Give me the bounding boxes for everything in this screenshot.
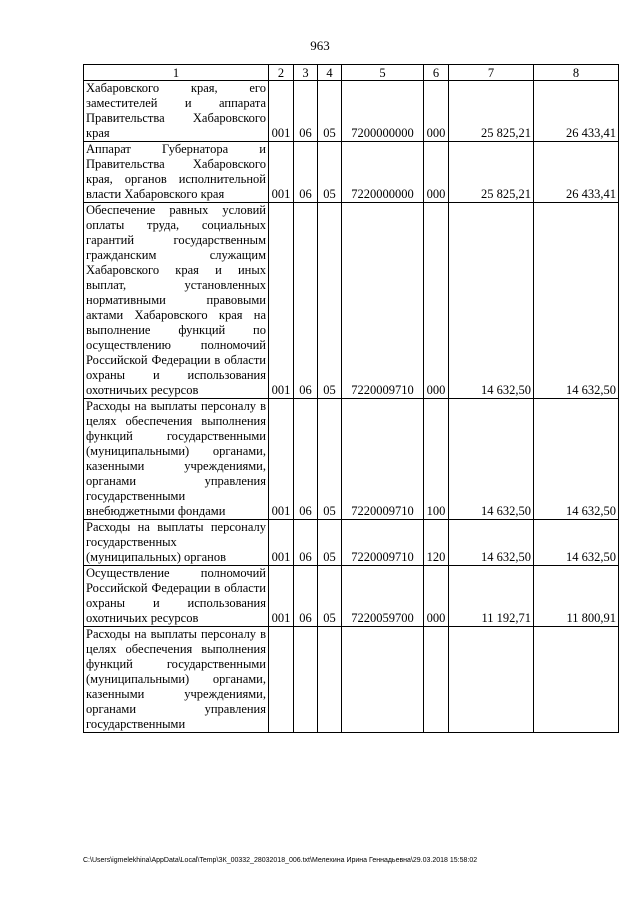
row-section: 06 <box>294 520 318 566</box>
table-row <box>84 142 619 203</box>
row-target-article <box>342 627 424 733</box>
row-code <box>269 627 294 733</box>
row-subsection: 05 <box>318 142 342 203</box>
row-name: Расходы на выплаты персоналу в целях обеспечения выполнения функций государственными (муниципальными) органами, казенными учреждениями, органами управления государственными внебюджетными фондами <box>84 399 269 520</box>
row-code: 001 <box>269 203 294 399</box>
row-subsection: 05 <box>318 81 342 142</box>
row-amount-1: 11 192,71 <box>449 566 534 627</box>
row-section: 06 <box>294 566 318 627</box>
row-target-article: 7220009710 <box>342 203 424 399</box>
page-number: 963 <box>310 38 330 53</box>
table-row <box>84 81 619 142</box>
table-row <box>84 399 619 520</box>
row-subsection <box>318 627 342 733</box>
table-row <box>84 627 619 733</box>
table-row <box>84 203 619 399</box>
row-code: 001 <box>269 399 294 520</box>
row-section <box>294 627 318 733</box>
row-expense-type: 000 <box>424 81 449 142</box>
header-cell: 7 <box>449 65 534 81</box>
row-expense-type: 000 <box>424 566 449 627</box>
row-target-article: 7200000000 <box>342 81 424 142</box>
row-subsection: 05 <box>318 566 342 627</box>
budget-table <box>83 64 619 733</box>
row-amount-2: 26 433,41 <box>534 81 619 142</box>
header-cell: 3 <box>294 65 318 81</box>
row-amount-2: 14 632,50 <box>534 520 619 566</box>
row-subsection: 05 <box>318 520 342 566</box>
row-section: 06 <box>294 203 318 399</box>
row-amount-1: 25 825,21 <box>449 81 534 142</box>
row-subsection: 05 <box>318 203 342 399</box>
row-name: Аппарат Губернатора и Правительства Хабаровского края, органов исполнительной власти Хабаровского края <box>84 142 269 203</box>
row-amount-2: 14 632,50 <box>534 399 619 520</box>
row-amount-1 <box>449 627 534 733</box>
row-section: 06 <box>294 81 318 142</box>
table-header-row <box>84 65 619 81</box>
row-name: Осуществление полномочий Российской Федерации в области охраны и использования охотничьих ресурсов <box>84 566 269 627</box>
row-amount-1: 25 825,21 <box>449 142 534 203</box>
row-expense-type: 000 <box>424 203 449 399</box>
row-target-article: 7220009710 <box>342 520 424 566</box>
row-code: 001 <box>269 142 294 203</box>
header-cell: 8 <box>534 65 619 81</box>
row-code: 001 <box>269 566 294 627</box>
row-expense-type <box>424 627 449 733</box>
row-amount-2: 11 800,91 <box>534 566 619 627</box>
row-expense-type: 120 <box>424 520 449 566</box>
row-amount-1: 14 632,50 <box>449 520 534 566</box>
row-amount-1: 14 632,50 <box>449 399 534 520</box>
row-amount-2 <box>534 627 619 733</box>
row-target-article: 7220009710 <box>342 399 424 520</box>
row-code: 001 <box>269 81 294 142</box>
row-expense-type: 000 <box>424 142 449 203</box>
row-section: 06 <box>294 399 318 520</box>
header-cell: 2 <box>269 65 294 81</box>
row-amount-2: 26 433,41 <box>534 142 619 203</box>
row-name: Хабаровского края, его заместителей и аппарата Правительства Хабаровского края <box>84 81 269 142</box>
row-subsection: 05 <box>318 399 342 520</box>
row-target-article: 7220059700 <box>342 566 424 627</box>
header-cell: 1 <box>84 65 269 81</box>
row-section: 06 <box>294 142 318 203</box>
row-code: 001 <box>269 520 294 566</box>
row-amount-1: 14 632,50 <box>449 203 534 399</box>
header-cell: 4 <box>318 65 342 81</box>
table-row <box>84 566 619 627</box>
row-amount-2: 14 632,50 <box>534 203 619 399</box>
row-name: Обеспечение равных условий оплаты труда, социальных гарантий государственным гражданским служащим Хабаровского края и иных выплат, установленных нормативными правовыми актами Хабаровского края на выполнение функций по осуществлению полномочий Российской Федерации в области охраны и использования охотничьих ресурсов <box>84 203 269 399</box>
row-target-article: 7220000000 <box>342 142 424 203</box>
header-cell: 6 <box>424 65 449 81</box>
file-path-footer: C:\Users\igmelekhina\AppData\Local\Temp\ЗК_00332_28032018_006.txt\Мелехина Ирина Геннадьевна\29.03.2018 15:58:02 <box>83 857 478 864</box>
table-row <box>84 520 619 566</box>
header-cell: 5 <box>342 65 424 81</box>
row-expense-type: 100 <box>424 399 449 520</box>
row-name: Расходы на выплаты персоналу в целях обеспечения выполнения функций государственными (муниципальными) органами, казенными учреждениями, органами управления государственными <box>84 627 269 733</box>
row-name: Расходы на выплаты персоналу государственных (муниципальных) органов <box>84 520 269 566</box>
